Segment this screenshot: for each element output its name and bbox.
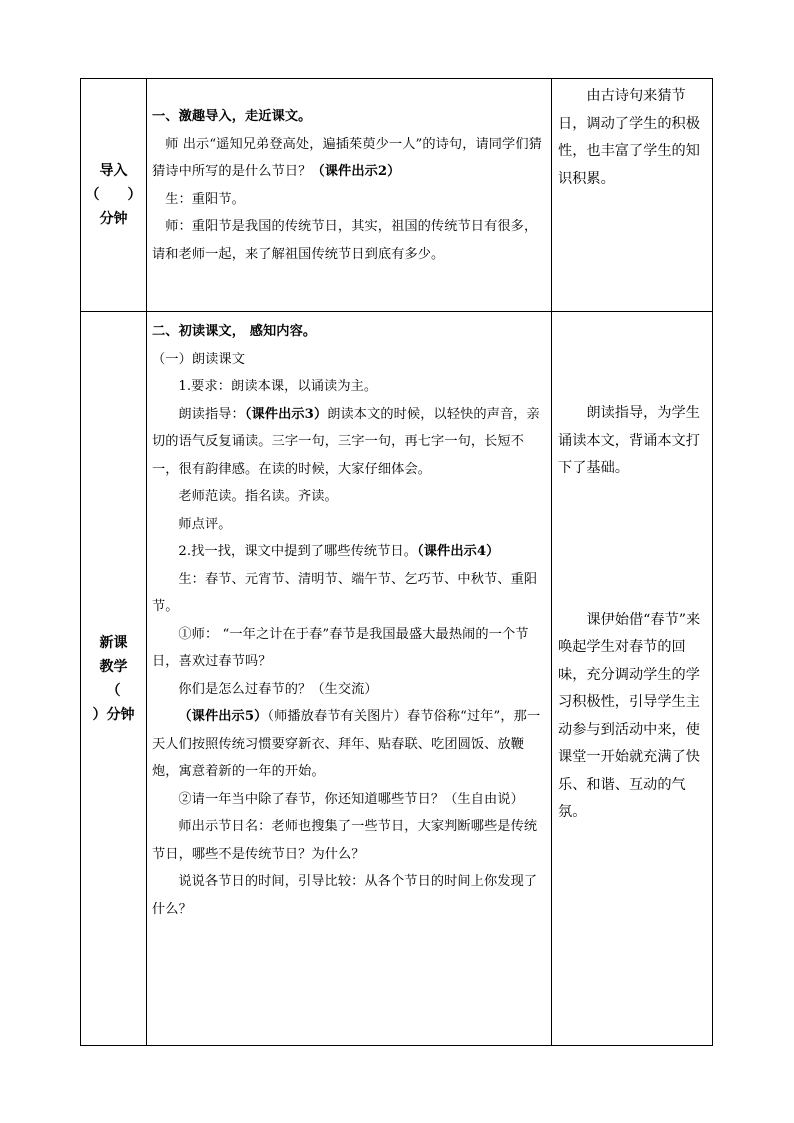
stage-cell-intro — [81, 79, 147, 312]
process-cell-new-lesson — [147, 312, 552, 1046]
paragraph: 师 出示“遥知兄弟登高处，遍插茱萸少一人”的诗句，请同学们猜猜诗中所写的是什么节日？（课件出示2） — [152, 136, 542, 179]
paragraph: 师：重阳节是我国的传统节日，其实，祖国的传统节日有很多，请和老师一起，来了解祖国传统节日到底有多少。 — [152, 219, 538, 262]
stage-cell-new-lesson — [81, 312, 147, 1046]
paragraph: 师出示节日名：老师也搜集了一些节日，大家判断哪些是传统节日，哪些不是传统节日？为什么？ — [152, 819, 538, 862]
stage-name: 教学 — [99, 658, 128, 675]
paragraph: 2.找一找，课文中提到了哪些传统节日。（课件出示4） — [178, 544, 500, 559]
notes-cell-intro — [552, 79, 713, 312]
stage-name: 导入 — [99, 163, 128, 179]
design-note: 课伊始借“春节”来唤起学生对春节的回味，充分调动学生的学习积极性，引导学生主动参与到活动中来，使课堂一开始就充满了快乐、和谐、互动的气氛。 — [558, 611, 701, 820]
table-row-intro — [81, 79, 713, 312]
paragraph: ②请一年当中除了春节，你还知道哪些节日？（生自由说） — [178, 791, 524, 807]
paragraph: 师点评。 — [178, 516, 232, 532]
design-note: 朗读指导，为学生诵读本文，背诵本文打下了基础。 — [558, 405, 700, 476]
stage-unit: 分钟 — [99, 211, 128, 227]
paragraph: 朗读指导：（课件出示3）朗读本文的时候，以轻快的声音，亲切的语气反复诵读。三字一句，三字一句，再七字一句，长短不一，很有韵律感。在读的时候，大家仔细体会。 — [152, 406, 540, 477]
sub-heading: （一）朗读课文 — [152, 351, 246, 367]
stage-paren: （ ） — [85, 187, 142, 203]
lesson-table — [80, 78, 713, 1046]
stage-paren: （ — [106, 682, 121, 699]
paragraph: 说说各节日的时间，引导比较：从各个节日的时间上你发现了什么？ — [152, 874, 538, 917]
section-heading: 二、初读课文， 感知内容。 — [152, 324, 317, 339]
table-row-new-lesson — [81, 312, 713, 1046]
notes-cell-new-lesson — [552, 312, 713, 1046]
process-cell-intro — [147, 79, 552, 312]
paragraph: 你们是怎么过春节的？（生交流） — [178, 681, 378, 697]
paragraph: ①师： “一年之计在于春”春节是我国最盛大最热闹的一个节日，喜欢过春节吗？ — [152, 626, 529, 669]
paragraph: 生：春节、元宵节、清明节、端午节、乞巧节、中秋节、重阳节。 — [152, 571, 538, 614]
stage-unit: ）分钟 — [92, 706, 135, 723]
paragraph: 生：重阳节。 — [165, 191, 245, 207]
section-heading: 一、激趣导入，走近课文。 — [152, 109, 312, 124]
paragraph: 老师范读。指名读。齐读。 — [178, 489, 338, 504]
stage-name: 新课 — [99, 634, 128, 651]
paragraph: 1.要求：朗读本课，以诵读为主。 — [178, 379, 378, 394]
design-note: 由古诗句来猜节日，调动了学生的积极性，也丰富了学生的知识积累。 — [558, 88, 700, 187]
paragraph: （课件出示5）（师播放春节有关图片）春节俗称“过年”，那一天人们按照传统习惯要穿新衣、拜年、贴春联、吃团圆饭、放鞭炮，寓意着新的一年的开始。 — [152, 709, 541, 779]
